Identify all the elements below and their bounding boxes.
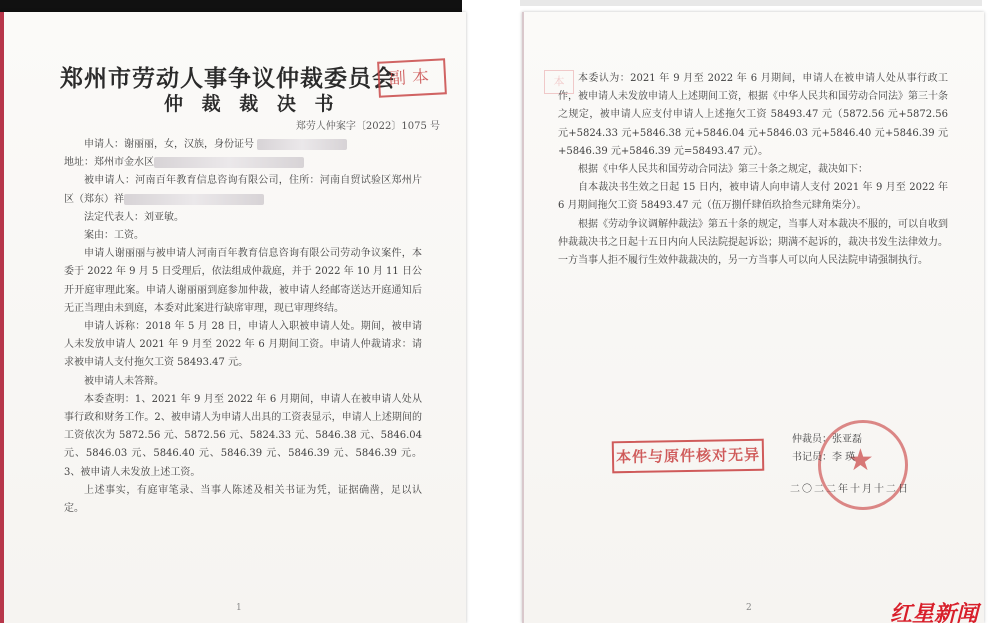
claim-paragraph: 申请人诉称：2018 年 5 月 28 日，申请人入职被申请人处。期间，被申请人未发放申请人 2021 年 9 月至 2022 年 6 月期间工资。申请人仲裁请求：请求被申请人支付拖欠工资 58493.47 元。 — [64, 321, 422, 369]
top-light-bar — [520, 0, 982, 6]
legal-rep-line: 法定代表人：刘亚敏。 — [84, 211, 184, 223]
page-number: 1 — [236, 603, 242, 613]
page2-body — [558, 70, 948, 270]
respondent-line: 被申请人：河南百年教育信息咨询有限公司，住所：河南自贸试验区郑州片区（郑东）祥 — [64, 175, 422, 205]
page-number: 2 — [746, 603, 752, 613]
arbitrator-signature: 仲裁员：张亚磊 — [792, 434, 862, 445]
opinion-paragraph: 本委认为：2021 年 9 月至 2022 年 6 月期间，申请人在被申请人处从事行政工作，被申请人未发放申请人上述期间工资，根据《中华人民共和国劳动合同法》第三十条之规定，被申请人应支付申请人上述拖欠工资 58493.47 元（5872.56 元+5872.56 元+5824.33 元+5846.38 元+5846.04 元+5846.03 元+5846.40 元+5846.39 元+5846.39 元+5846.39 元=58493.47 元）。 — [558, 73, 948, 157]
copy-stamp: 副本 — [377, 58, 447, 98]
cause-line: 案由：工资。 — [84, 230, 144, 242]
procedure-paragraph: 申请人谢丽丽与被申请人河南百年教育信息咨询有限公司劳动争议案件，本委于 2022 年 9 月 5 日受理后，依法组成仲裁庭，并于 2022 年 10 月 11 日公开开庭审理此案。申请人谢丽丽到庭参加仲裁，被申请人经邮寄送达开庭通知后无正当理由未到庭，本委对此案进行缺席审理，现已审理终结。 — [64, 248, 422, 314]
applicant-line: 申请人：谢丽丽，女，汉族，身份证号 — [64, 136, 422, 154]
document-subtitle: 仲 裁 裁 决 书 — [164, 93, 340, 115]
redacted-block — [257, 139, 347, 150]
faint-stamp: 本 — [544, 70, 574, 94]
appeal-paragraph: 根据《劳动争议调解仲裁法》第五十条的规定，当事人对本裁决不服的，可以自收到仲裁裁决书之日起十五日内向人民法院提起诉讼；期满不起诉的，裁决书发生法律效力。一方当事人拒不履行生效仲裁裁决的，另一方当事人可以向人民法院申请强制执行。 — [558, 218, 948, 267]
basis-paragraph: 根据《中华人民共和国劳动合同法》第三十条之规定，裁决如下： — [578, 164, 868, 176]
decision-date: 二〇二二年十月十二日 — [790, 484, 910, 495]
page1-body — [64, 136, 422, 518]
findings-paragraph: 本委查明：1、2021 年 9 月至 2022 年 6 月期间，申请人在被申请人处从事行政和财务工作。2、被申请人为申请人出具的工资表显示，申请人上述期间的工资依次为 5872.56 元、5872.56 元、5824.33 元、5846.38 元、5846.04 元、5846.03 元、5846.40 元、5846.39 元、5846.39 元、5846.39 元。3、被申请人未发放上述工资。 — [64, 393, 422, 478]
address-line: 地址：郑州市金水区 — [64, 154, 422, 172]
star-icon: ★ — [847, 443, 874, 478]
redacted-block — [124, 194, 264, 205]
top-dark-bar — [0, 0, 462, 12]
case-number: 郑劳人仲案字〔2022〕1075 号 — [295, 121, 440, 132]
ruling-paragraph: 自本裁决书生效之日起 15 日内，被申请人向申请人支付 2021 年 9 月至 2022 年 6 月期间拖欠工资 58493.47 元（伍万捌仟肆佰玖拾叁元肆角柒分）。 — [558, 182, 948, 212]
document-page-1 — [0, 12, 466, 623]
redacted-block — [154, 157, 304, 168]
committee-title: 郑州市劳动人事争议仲裁委员会 — [60, 65, 396, 92]
evidence-paragraph: 上述事实，有庭审笔录、当事人陈述及相关书证为凭，证据确凿，足以认定。 — [64, 484, 422, 515]
no-reply-paragraph: 被申请人未答辩。 — [84, 375, 164, 387]
news-watermark: 红星新闻 — [890, 602, 979, 623]
clerk-signature: 书记员：李 瑛 — [792, 452, 856, 463]
document-page-2 — [522, 12, 984, 623]
verify-stamp: 本件与原件核对无异 — [612, 439, 765, 474]
